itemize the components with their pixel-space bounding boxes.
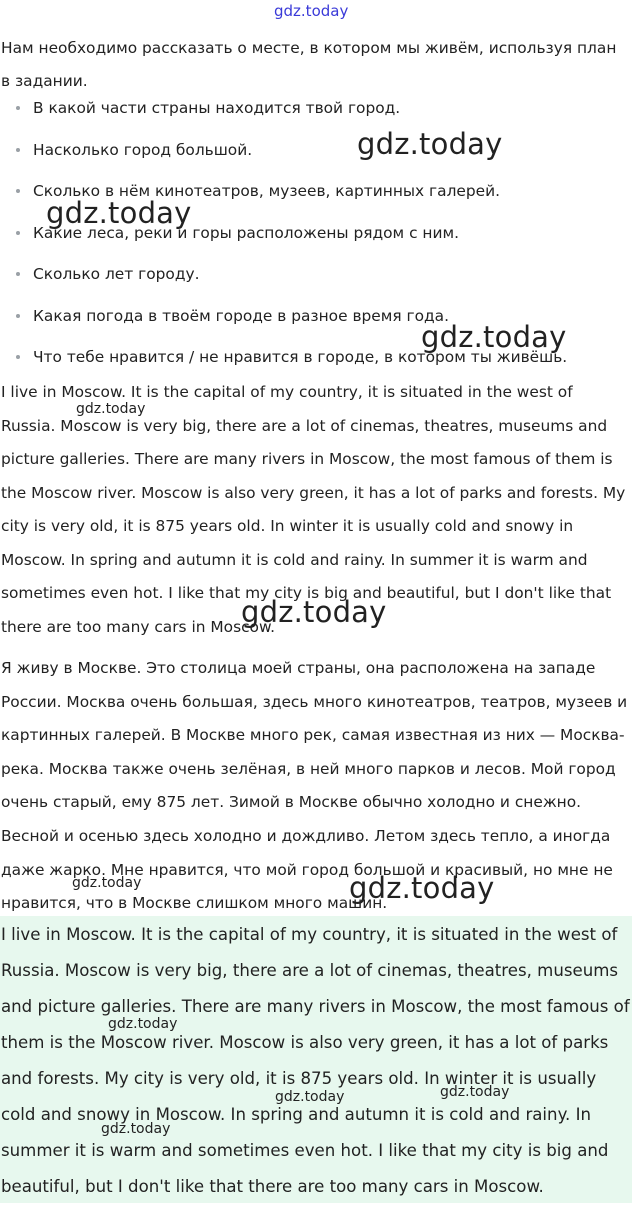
question-text: Сколько лет городу. — [33, 265, 200, 283]
answer-english: I live in Moscow. It is the capital of my country, it is situated in the west of Russia. Moscow is very big, there are a lot of cinemas, theatres, museums and picture galleries. There are many rivers in Moscow, the most famous of them is the Moscow river. Moscow is also very green, it has a lot of parks and forests. My city is very old, it is 875 years old. In winter it is usually cold and snowy in Moscow. In spring and autumn it is cold and rainy. In summer it is warm and sometimes even hot. I like that my city is big and beautiful, but I don't like that there are too many cars in Moscow. — [1, 383, 626, 636]
watermark: gdz.today — [357, 127, 503, 161]
question-text: Какие леса, реки и горы расположены рядом с ним. — [33, 223, 459, 242]
question-text: Насколько город большой. — [33, 140, 253, 159]
question-item — [0, 257, 620, 299]
watermark: gdz.today — [101, 1121, 171, 1137]
watermark: gdz.today — [349, 871, 495, 905]
watermark: gdz.today — [46, 196, 192, 230]
bullet-icon — [16, 148, 20, 152]
bullet-icon — [16, 314, 20, 318]
answer-english-highlighted: I live in Moscow. It is the capital of my country, it is situated in the west of Russia. Moscow is very big, there are a lot of cinemas, theatres, museums and picture galleries. There are many rivers in Moscow, the most famous of them is the Moscow river. Moscow is also very green, it has a lot of parks and forests. My city is very old, it is 875 years old. In winter it is usually cold and snowy in Moscow. In spring and autumn it is cold and rainy. In summer it is warm and sometimes even hot. I like that my city is big and beautiful, but I don't like that there are too many cars in Moscow. — [1, 925, 630, 1196]
watermark: gdz.today — [241, 595, 387, 629]
question-text: Сколько в нём кинотеатров, музеев, картинных галерей. — [33, 182, 501, 200]
task-intro: Нам необходимо рассказать о месте, в котором мы живём, используя план в задании. — [1, 39, 617, 90]
watermark: gdz.today — [108, 1016, 178, 1032]
bullet-icon — [16, 231, 20, 235]
question-item — [0, 91, 620, 133]
watermark: gdz.today — [76, 401, 146, 417]
bullet-icon — [16, 189, 20, 193]
bullet-icon — [16, 355, 20, 359]
question-item — [0, 133, 620, 175]
watermark: gdz.today — [440, 1084, 510, 1100]
bullet-icon — [16, 272, 20, 276]
watermark: gdz.today — [421, 320, 567, 354]
bullet-icon — [16, 106, 20, 110]
watermark: gdz.today — [275, 1089, 345, 1105]
answer-russian: Я живу в Москве. Это столица моей страны, она расположена на западе России. Москва очень большая, здесь много кинотеатров, театров, музеев и картинных галерей. В Москве много рек, самая известная из них — Москва-река. Москва также очень зелёная, в ней много парков и лесов. Мой город очень старый, ему 875 лет. Зимой в Москве обычно холодно и снежно. Весной и осенью здесь холодно и дождливо. Летом здесь тепло, а иногда даже жарко. Мне нравится, что мой город большой и красивый, но мне не нравится, что в Москве слишком много машин. — [1, 659, 628, 913]
question-text: Какая погода в твоём городе в разное время года. — [33, 306, 449, 325]
question-text: Что тебе нравится / не нравится в городе, в котором ты живёшь. — [33, 348, 568, 366]
watermark: gdz.today — [72, 875, 142, 891]
question-text: В какой части страны находится твой город. — [33, 99, 401, 117]
watermark-top: gdz.today — [274, 2, 349, 20]
